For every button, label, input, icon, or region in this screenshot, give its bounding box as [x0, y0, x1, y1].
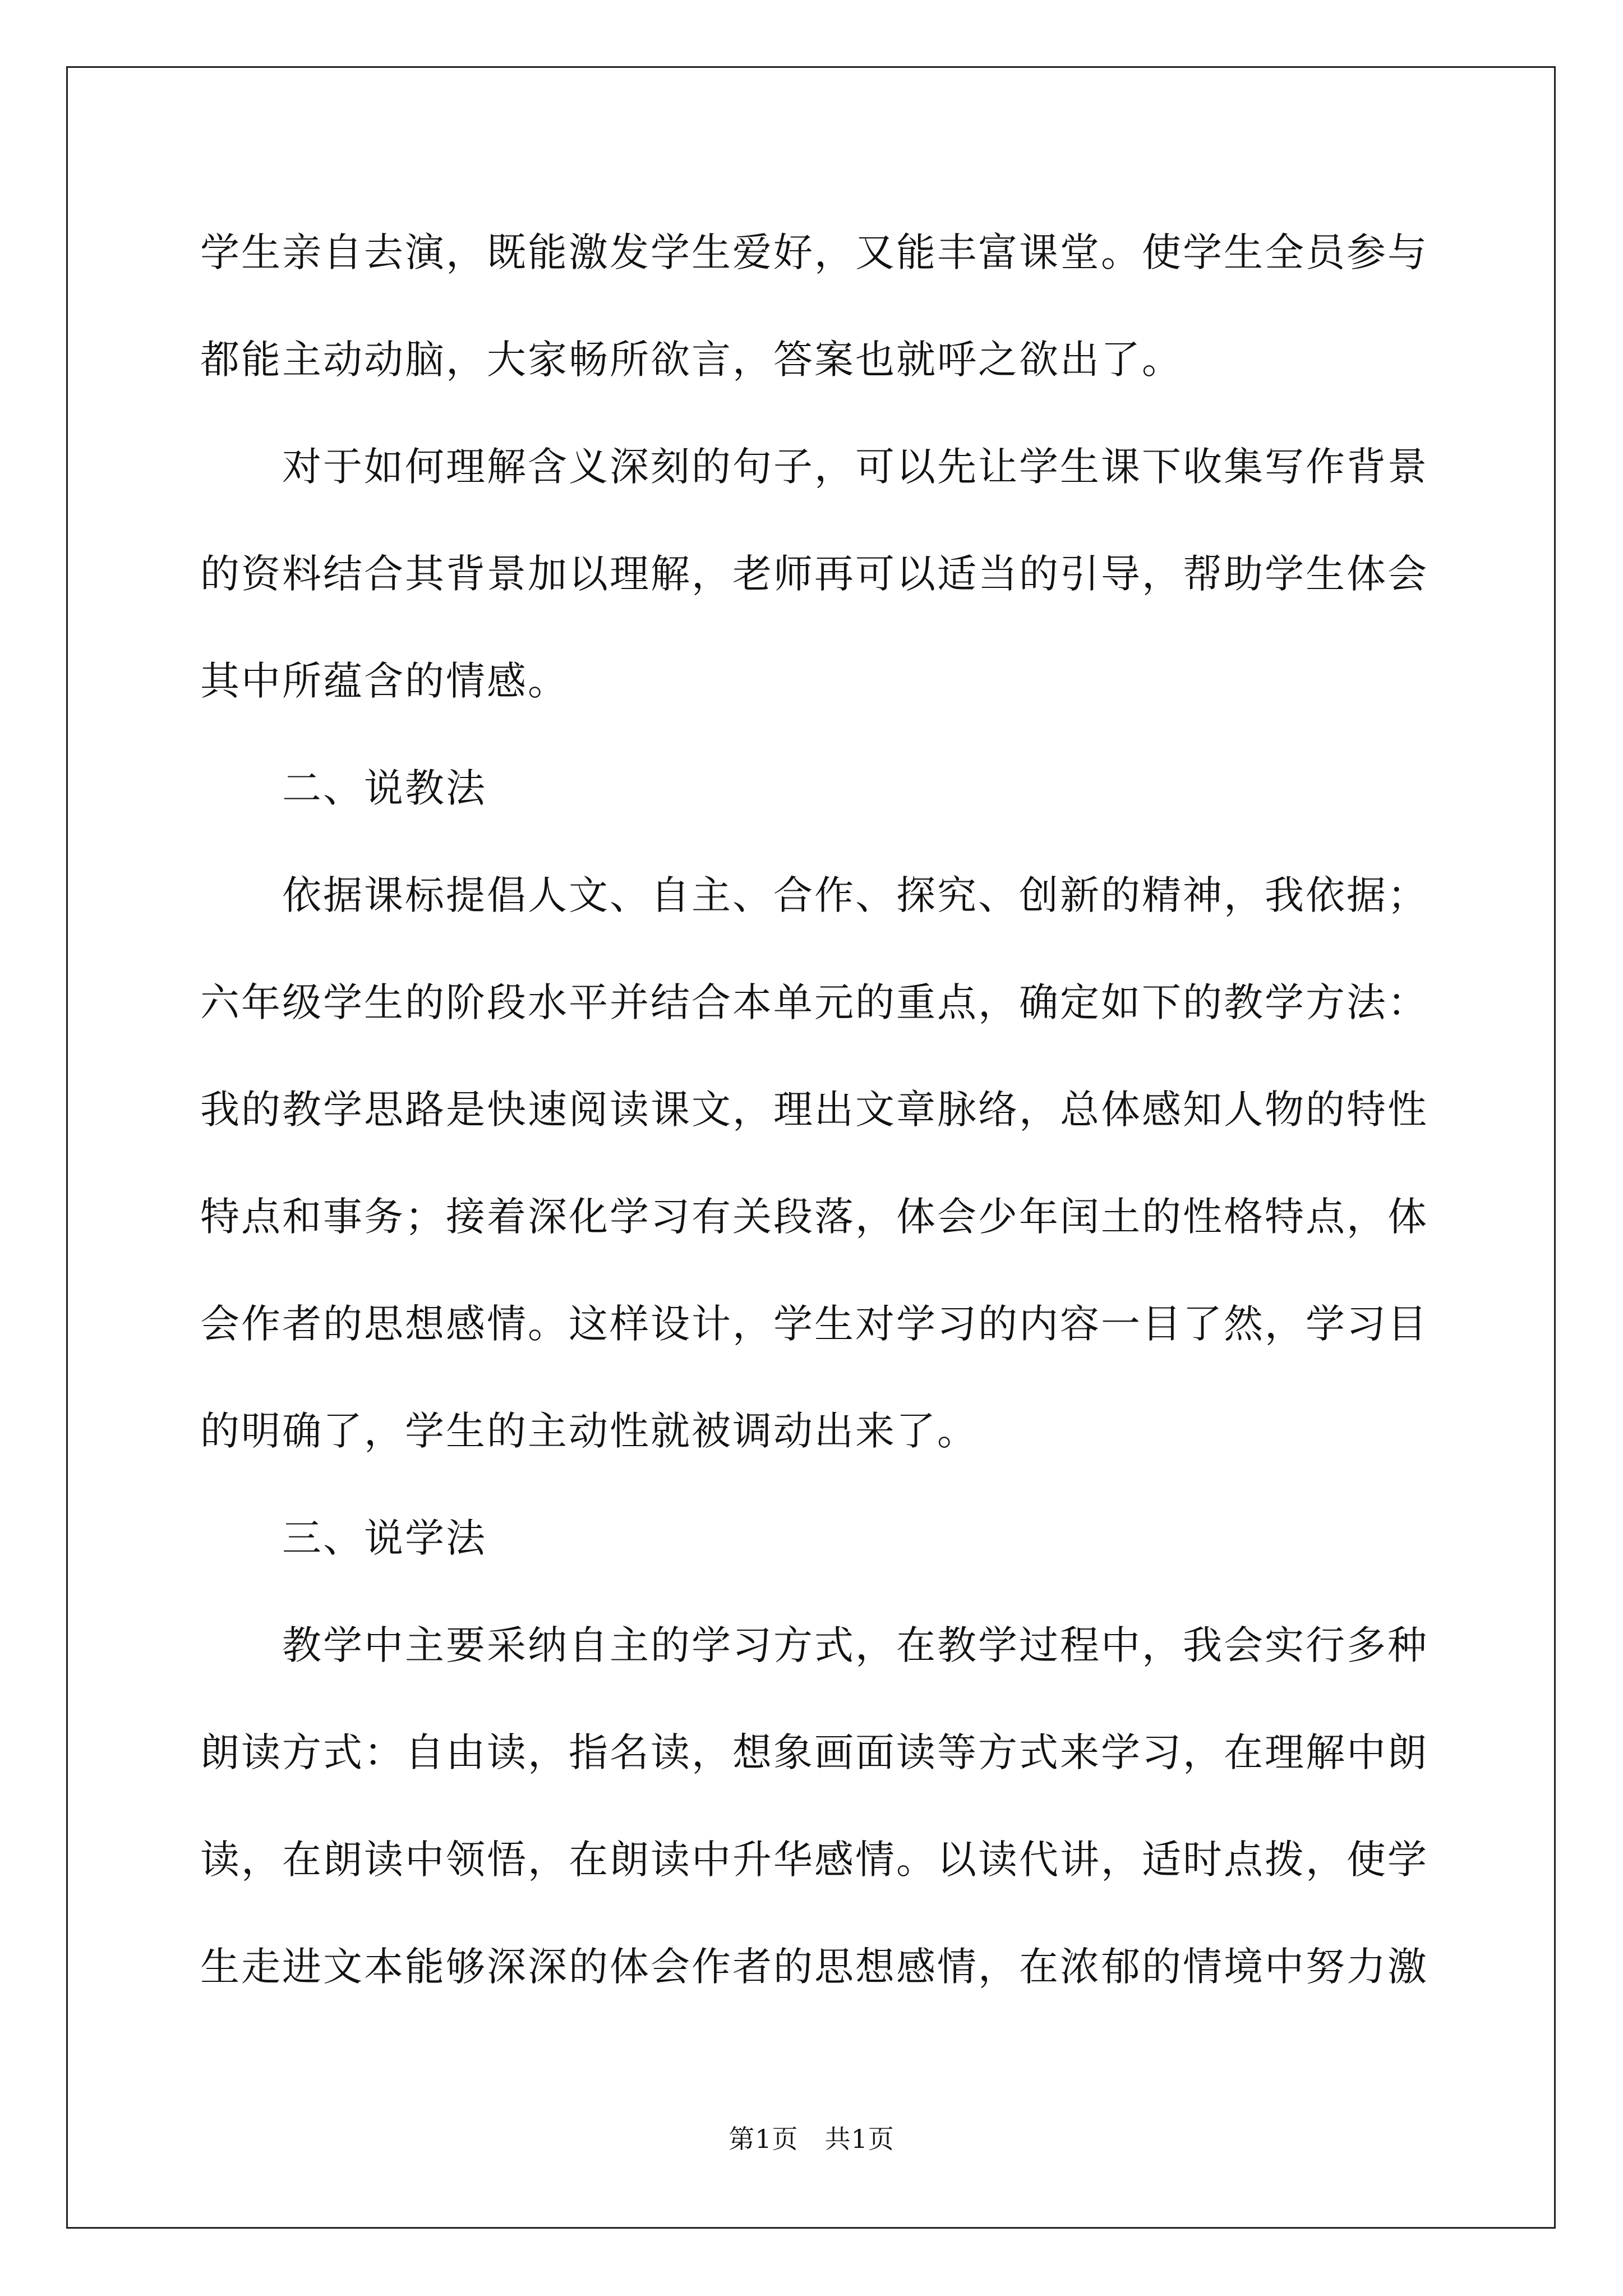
page-number-footer: 第1页 共1页	[728, 2124, 895, 2154]
section-heading: 二、说教法	[200, 765, 487, 811]
text-line: 我的教学思路是快速阅读课文，理出文章脉络，总体感知人物的特性	[200, 1087, 1428, 1133]
text-line: 六年级学生的阶段水平并结合本单元的重点，确定如下的教学方法：	[200, 979, 1428, 1025]
text-line: 生走进文本能够深深的体会作者的思想感情，在浓郁的情境中努力激	[200, 1944, 1428, 1990]
text-line: 会作者的思想感情。这样设计，学生对学习的内容一目了然，学习目	[200, 1301, 1428, 1347]
text-line: 教学中主要采纳自主的学习方式，在教学过程中，我会实行多种	[200, 1622, 1428, 1668]
text-line: 对于如何理解含义深刻的句子，可以先让学生课下收集写作背景	[200, 444, 1428, 490]
text-line: 朗读方式：自由读，指名读，想象画面读等方式来学习，在理解中朗	[200, 1729, 1428, 1775]
text-line: 依据课标提倡人文、自主、合作、探究、创新的精神，我依据；	[200, 872, 1428, 918]
document-body	[200, 199, 1434, 2021]
text-line: 读，在朗读中领悟，在朗读中升华感情。以读代讲，适时点拨，使学	[200, 1837, 1428, 1883]
text-line: 都能主动动脑，大家畅所欲言，答案也就呼之欲出了。	[200, 337, 1183, 383]
text-line: 特点和事务；接着深化学习有关段落，体会少年闰土的性格特点，体	[200, 1194, 1428, 1240]
text-line: 的明确了，学生的主动性就被调动出来了。	[200, 1408, 978, 1454]
text-line: 学生亲自去演，既能激发学生爱好，又能丰富课堂。使学生全员参与	[200, 229, 1428, 275]
section-heading: 三、说学法	[200, 1515, 487, 1561]
text-line: 的资料结合其背景加以理解，老师再可以适当的引导，帮助学生体会	[200, 551, 1428, 597]
text-line: 其中所蕴含的情感。	[200, 658, 569, 704]
